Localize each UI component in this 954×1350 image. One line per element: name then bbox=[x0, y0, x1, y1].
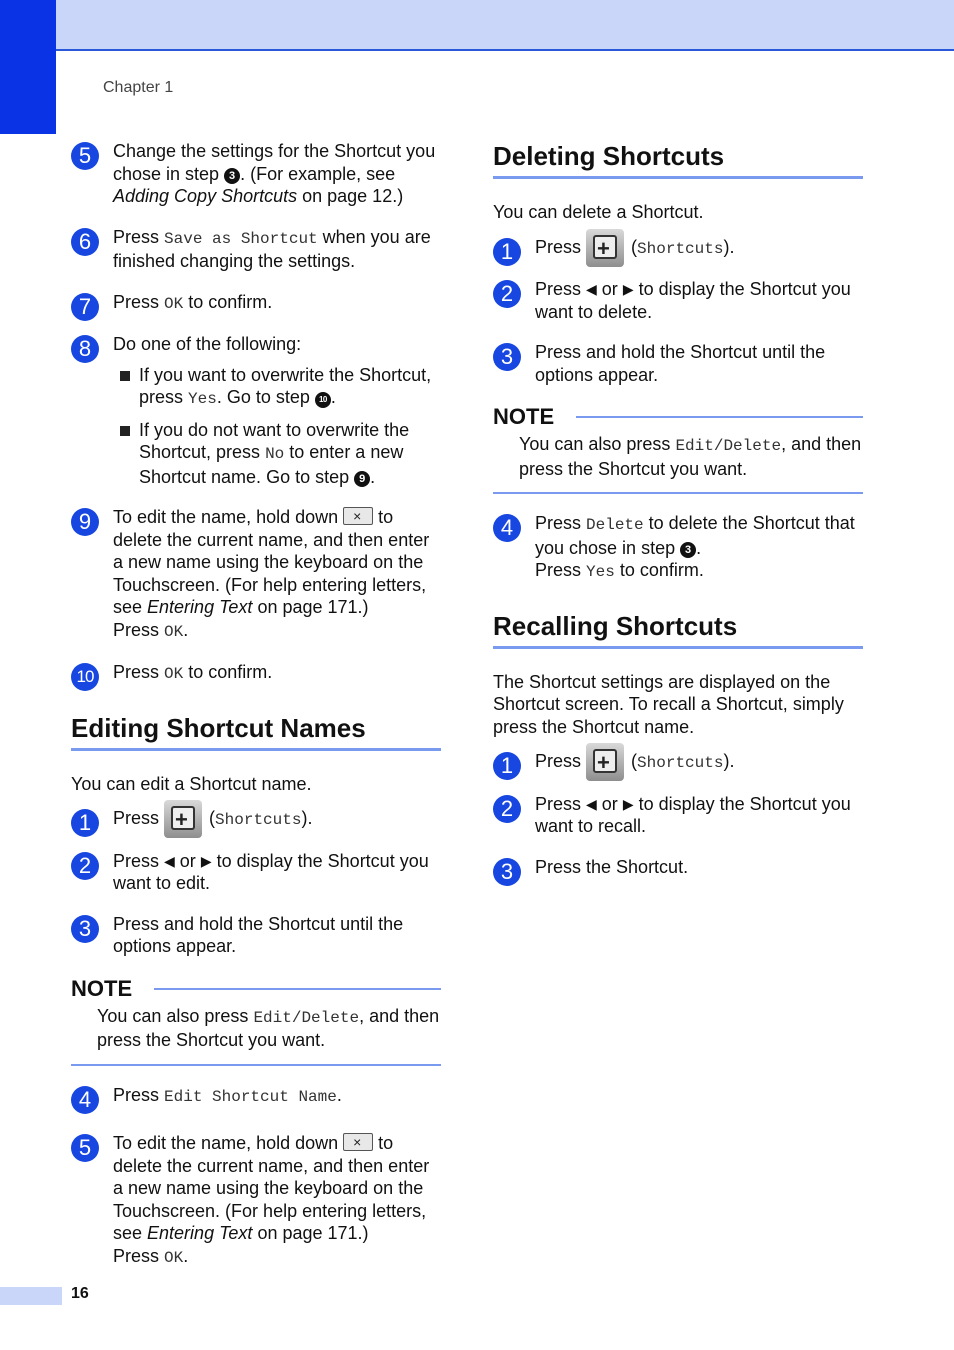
backspace-icon bbox=[343, 507, 373, 525]
step-6: 6 Press Save as Shortcut when you are finished changing the settings. bbox=[71, 226, 441, 273]
step-4: 4 Press Delete to delete the Shortcut that you chose in step 3 . Press Yes to confirm. bbox=[493, 512, 863, 584]
step-5: 5 Change the settings for the Shortcut you chose in step 3 . (For example, see Adding Copy Shortcuts on page 12.) bbox=[71, 140, 441, 208]
note-heading: NOTE bbox=[493, 404, 555, 429]
section-intro: You can edit a Shortcut name. bbox=[71, 773, 312, 794]
right-arrow-icon: ▶ bbox=[200, 852, 212, 869]
step-5: 5 To edit the name, hold down × to delete the current name, and then enter a new name using the keyboard on the Touchscreen. (For help entering letters, see Entering Text on page 171.) Press OK. bbox=[71, 1132, 441, 1269]
shortcuts-icon bbox=[164, 800, 202, 838]
step-number: 6 bbox=[71, 228, 99, 256]
step-number: 3 bbox=[493, 858, 521, 886]
note-box: NOTE You can also press Edit/Delete, and then press the Shortcut you want. bbox=[71, 976, 441, 1066]
divider bbox=[154, 988, 441, 990]
step-1: 1 Press + (Shortcuts). bbox=[493, 750, 863, 775]
step-number: 5 bbox=[71, 1134, 99, 1162]
left-arrow-icon: ◀ bbox=[164, 852, 175, 869]
section-intro: The Shortcut settings are displayed on the Shortcut screen. To recall a Shortcut, simply press the Shortcut name. bbox=[493, 671, 844, 737]
footer-band bbox=[0, 1287, 62, 1305]
cross-reference: Entering Text bbox=[147, 597, 253, 617]
bullet-item: If you want to overwrite the Shortcut, press Yes. Go to step 10 . bbox=[113, 364, 441, 411]
step-reference: 9 bbox=[354, 471, 370, 487]
step-number: 5 bbox=[71, 142, 99, 170]
left-arrow-icon: ◀ bbox=[586, 795, 597, 812]
right-arrow-icon: ▶ bbox=[622, 795, 634, 812]
section-title-deleting: Deleting Shortcuts bbox=[493, 140, 863, 179]
bullet-item: If you do not want to overwrite the Shortcut, press No to enter a new Shortcut name. Go to step 9 . bbox=[113, 419, 441, 489]
step-number: 1 bbox=[493, 238, 521, 266]
step-number: 3 bbox=[493, 343, 521, 371]
note-box: NOTE You can also press Edit/Delete, and then press the Shortcut you want. bbox=[493, 404, 863, 494]
right-column bbox=[493, 140, 863, 896]
shortcuts-icon bbox=[586, 743, 624, 781]
chapter-tab bbox=[0, 0, 56, 134]
cross-reference: Adding Copy Shortcuts bbox=[113, 186, 298, 206]
step-number: 1 bbox=[71, 809, 99, 837]
step-number: 4 bbox=[71, 1086, 99, 1114]
step-8: 8 Do one of the following: If you want to overwrite the Shortcut, press Yes. Go to step 10 . If you do not want to overwrite the Shortcut, press No to enter a new Shortcut name. Go to step 9 . bbox=[71, 333, 441, 488]
step-7: 7 Press OK to confirm. bbox=[71, 291, 441, 316]
left-column bbox=[71, 140, 441, 1287]
step-2: 2 Press ◀ or ▶ to display the Shortcut you want to delete. bbox=[493, 278, 863, 323]
divider bbox=[576, 416, 863, 418]
step-number: 4 bbox=[493, 514, 521, 542]
header-band bbox=[0, 0, 954, 51]
step-number: 9 bbox=[71, 508, 99, 536]
shortcuts-icon bbox=[586, 229, 624, 267]
step-number: 2 bbox=[493, 280, 521, 308]
button-name: Save as Shortcut bbox=[164, 229, 318, 248]
step-number: 2 bbox=[493, 795, 521, 823]
left-arrow-icon: ◀ bbox=[586, 281, 597, 297]
note-heading: NOTE bbox=[71, 975, 133, 1001]
step-1: 1 Press + (Shortcuts). bbox=[493, 236, 863, 261]
backspace-icon bbox=[343, 1133, 373, 1151]
chapter-label: Chapter 1 bbox=[103, 79, 174, 96]
step-reference: 10 bbox=[315, 392, 331, 408]
page-number: 16 bbox=[71, 1285, 89, 1302]
step-number: 2 bbox=[71, 852, 99, 880]
cross-reference: Entering Text bbox=[147, 1223, 253, 1243]
step-1: 1 Press + (Shortcuts). bbox=[71, 807, 441, 832]
step-3: 3 Press and hold the Shortcut until the options appear. bbox=[493, 341, 863, 386]
step-number: 7 bbox=[71, 293, 99, 321]
step-number: 3 bbox=[71, 915, 99, 943]
right-arrow-icon: ▶ bbox=[622, 281, 634, 297]
section-title-editing: Editing Shortcut Names bbox=[71, 712, 441, 751]
step-2: 2 Press ◀ or ▶ to display the Shortcut you want to edit. bbox=[71, 850, 441, 895]
section-title-recalling: Recalling Shortcuts bbox=[493, 610, 863, 649]
step-3: 3 Press the Shortcut. bbox=[493, 856, 863, 879]
step-10: 10 Press OK to confirm. bbox=[71, 661, 441, 686]
step-number: 1 bbox=[493, 752, 521, 780]
step-number: 8 bbox=[71, 335, 99, 363]
step-4: 4 Press Edit Shortcut Name. bbox=[71, 1084, 441, 1109]
button-name: OK bbox=[164, 294, 184, 313]
step-3: 3 Press and hold the Shortcut until the options appear. bbox=[71, 913, 441, 958]
step-reference: 3 bbox=[680, 542, 696, 558]
step-2: 2 Press ◀ or ▶ to display the Shortcut you want to recall. bbox=[493, 793, 863, 838]
step-9: 9 To edit the name, hold down × to delete the current name, and then enter a new name using the keyboard on the Touchscreen. (For help entering letters, see Entering Text on page 171.) Press OK. bbox=[71, 506, 441, 643]
section-intro: You can delete a Shortcut. bbox=[493, 202, 704, 222]
step-number: 10 bbox=[71, 663, 99, 691]
step-reference: 3 bbox=[224, 168, 240, 184]
